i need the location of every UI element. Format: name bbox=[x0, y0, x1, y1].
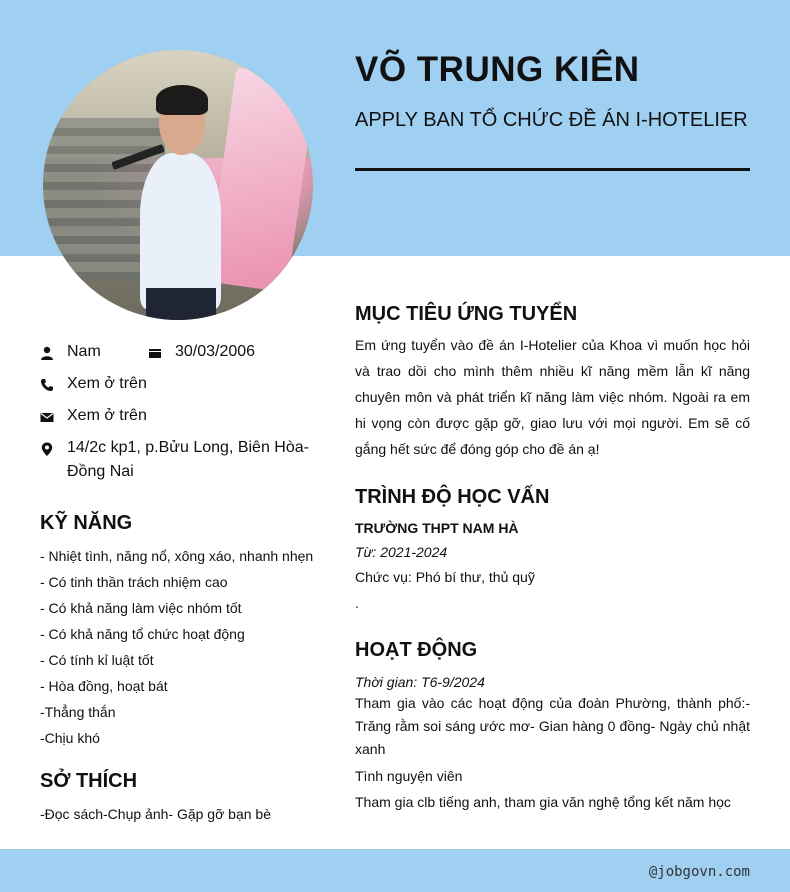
location-pin-icon bbox=[40, 442, 54, 456]
education-position: Chức vụ: Phó bí thư, thủ quỹ bbox=[355, 569, 535, 585]
list-item: - Nhiệt tình, năng nổ, xông xáo, nhanh nhẹn bbox=[40, 548, 314, 564]
footer-credit: @jobgovn.com bbox=[648, 864, 750, 880]
address-line-1: 14/2c kp1, p.Bửu Long, Biên Hòa- bbox=[67, 439, 309, 456]
email-row bbox=[40, 407, 300, 429]
skills-list bbox=[40, 543, 313, 751]
education-extra: . bbox=[355, 595, 359, 611]
activities-description: Tham gia vào các hoạt động của đoàn Phường, thành phố:- Trăng rằm soi sáng ước mơ- Gian hàng 0 đồng- Ngày chủ nhật xanh bbox=[355, 695, 750, 757]
gender-text: Nam bbox=[67, 343, 101, 360]
address-row bbox=[40, 439, 320, 487]
gender-row bbox=[40, 343, 160, 365]
email-text: Xem ở trên bbox=[67, 407, 147, 424]
education-heading: TRÌNH ĐỘ HỌC VẤN bbox=[355, 486, 550, 508]
activities-time: Thời gian: T6-9/2024 bbox=[355, 674, 485, 690]
list-item: -Thẳng thắn bbox=[40, 704, 116, 720]
list-item: - Có khả năng làm việc nhóm tốt bbox=[40, 600, 242, 616]
school-name: TRƯỜNG THPT NAM HÀ bbox=[355, 520, 519, 536]
phone-icon bbox=[40, 378, 54, 392]
mail-icon bbox=[40, 410, 54, 424]
list-item: -Chịu khó bbox=[40, 730, 100, 746]
phone-row bbox=[40, 375, 300, 397]
header-divider bbox=[355, 168, 750, 171]
list-item: - Có tinh thần trách nhiệm cao bbox=[40, 574, 228, 590]
person-icon bbox=[40, 346, 54, 360]
list-item: - Có tính kỉ luật tốt bbox=[40, 652, 154, 668]
objective-text: Em ứng tuyển vào đề án I-Hotelier của Khoa vì muốn học hỏi và trao dồi cho mình thêm nhiều kĩ năng mềm lẫn kĩ năng chuyên môn và phát triển kĩ năng làm việc nhóm. Ngoài ra em hi vọng còn được gặp gỡ, giao lưu với mọi người. Em sẽ cố gắng hết sức để đóng góp cho đề án ạ! bbox=[355, 337, 750, 457]
hobbies-list bbox=[40, 801, 271, 827]
hobbies-text: -Đọc sách-Chụp ảnh- Gặp gỡ bạn bè bbox=[40, 806, 271, 822]
application-title: APPLY BAN TỔ CHỨC ĐỀ ÁN I-HOTELIER bbox=[355, 109, 748, 131]
calendar-icon bbox=[148, 346, 162, 360]
list-item: - Có khả năng tổ chức hoạt động bbox=[40, 626, 245, 642]
phone-text: Xem ở trên bbox=[67, 375, 147, 392]
dob-text: 30/03/2006 bbox=[175, 343, 256, 360]
address-line-2: Đồng Nai bbox=[67, 463, 134, 480]
profile-photo bbox=[43, 50, 313, 320]
dob-row bbox=[148, 343, 288, 365]
candidate-name: VÕ TRUNG KIÊN bbox=[355, 50, 640, 89]
education-period: Từ: 2021-2024 bbox=[355, 544, 448, 560]
skills-heading: KỸ NĂNG bbox=[40, 512, 133, 534]
objective-heading: MỤC TIÊU ỨNG TUYỂN bbox=[355, 303, 578, 325]
activities-club: Tham gia clb tiếng anh, tham gia văn nghệ tổng kết năm học bbox=[355, 794, 731, 810]
list-item: - Hòa đồng, hoạt bát bbox=[40, 678, 168, 694]
activities-volunteer: Tình nguyện viên bbox=[355, 768, 463, 784]
activities-heading: HOẠT ĐỘNG bbox=[355, 639, 478, 661]
hobbies-heading: SỞ THÍCH bbox=[40, 770, 138, 792]
